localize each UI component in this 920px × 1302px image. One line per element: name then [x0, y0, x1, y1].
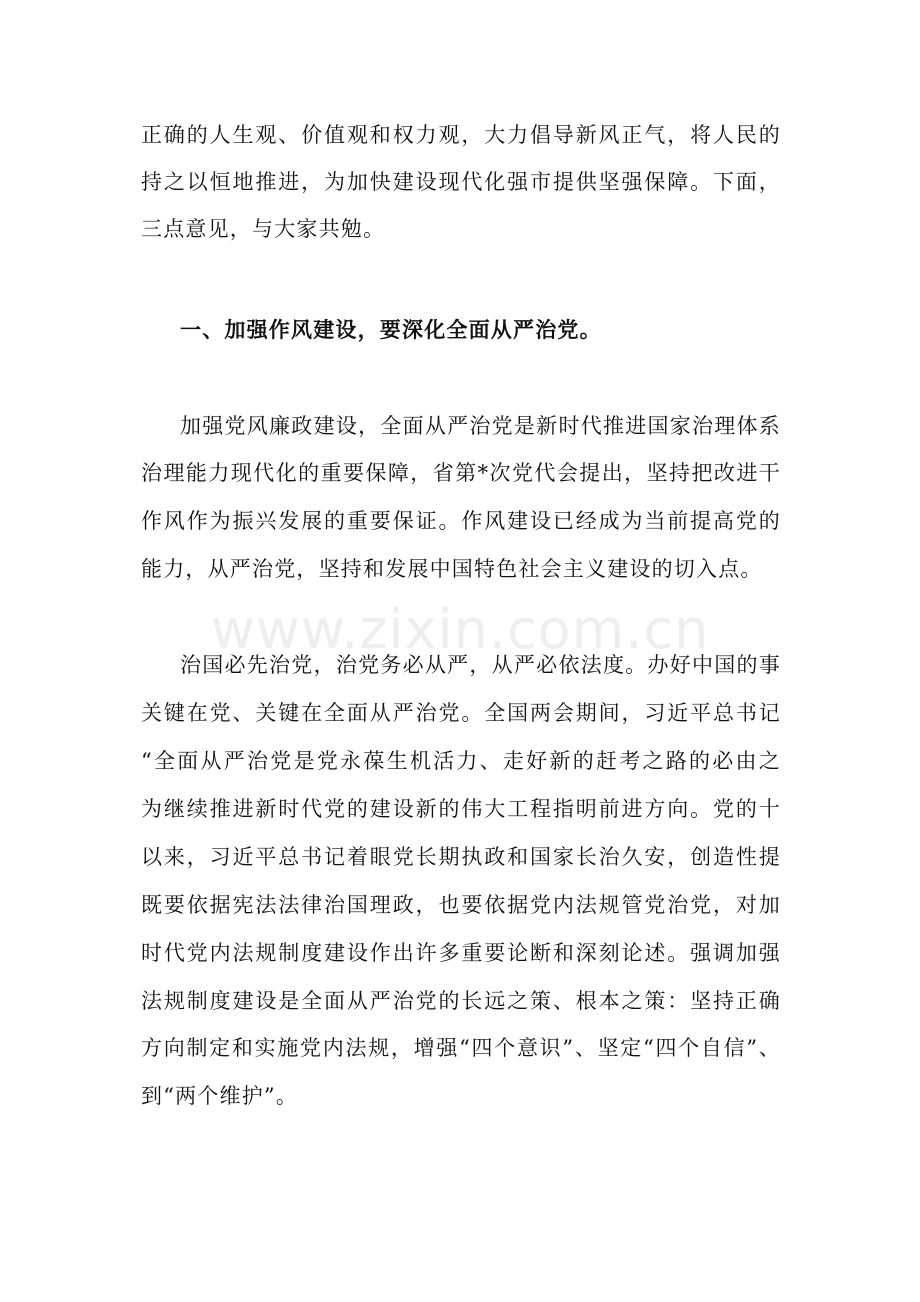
para1-line-3: 作风作为振兴发展的重要保证。作风建设已经成为当前提高党的: [141, 509, 781, 533]
para2-line-9: 方向制定和实施党内法规，增强“四个意识”、坚定“四个自信”、: [141, 1036, 781, 1060]
para2-line-3: “全面从严治党是党永葆生机活力、走好新的赶考之路的必由之: [141, 749, 781, 773]
para2-line-6: 既要依据宪法法律治国理政，也要依据党内法规管党治党，对加: [141, 893, 781, 917]
intro-line-1: 正确的人生观、价值观和权力观，大力倡导新风正气，将人民的: [141, 123, 781, 147]
watermark: www.zixin.com.cn: [210, 598, 710, 661]
para2-line-1: 治国必先治党，治党务必从严，从严必依法度。办好中国的事: [180, 653, 781, 677]
para2-line-8: 法规制度建设是全面从严治党的长远之策、根本之策：坚持正确: [141, 989, 781, 1013]
para1-line-1: 加强党风廉政建设，全面从严治党是新时代推进国家治理体系: [180, 414, 781, 438]
para1-line-2: 治理能力现代化的重要保障，省第*次党代会提出，坚持把改进干: [141, 461, 781, 485]
para2-line-5: 以来，习近平总书记着眼党长期执政和国家长治久安，创造性提: [141, 845, 781, 869]
para2-line-7: 时代党内法规制度建设作出许多重要论断和深刻论述。强调加强: [141, 941, 781, 965]
intro-line-2: 持之以恒地推进，为加快建设现代化强市提供坚强保障。下面，: [141, 170, 781, 194]
para2-line-2: 关键在党、关键在全面从严治党。全国两会期间，习近平总书记: [141, 701, 781, 725]
intro-line-3: 三点意见，与大家共勉。: [141, 217, 386, 241]
section-heading-1: 一、加强作风建设，要深化全面从严治党。: [180, 318, 602, 342]
para1-line-4: 能力，从严治党，坚持和发展中国特色社会主义建设的切入点。: [141, 557, 763, 581]
para2-line-10: 到“两个维护”。: [141, 1084, 299, 1108]
para2-line-4: 为继续推进新时代党的建设新的伟大工程指明前进方向。党的十: [141, 797, 781, 821]
